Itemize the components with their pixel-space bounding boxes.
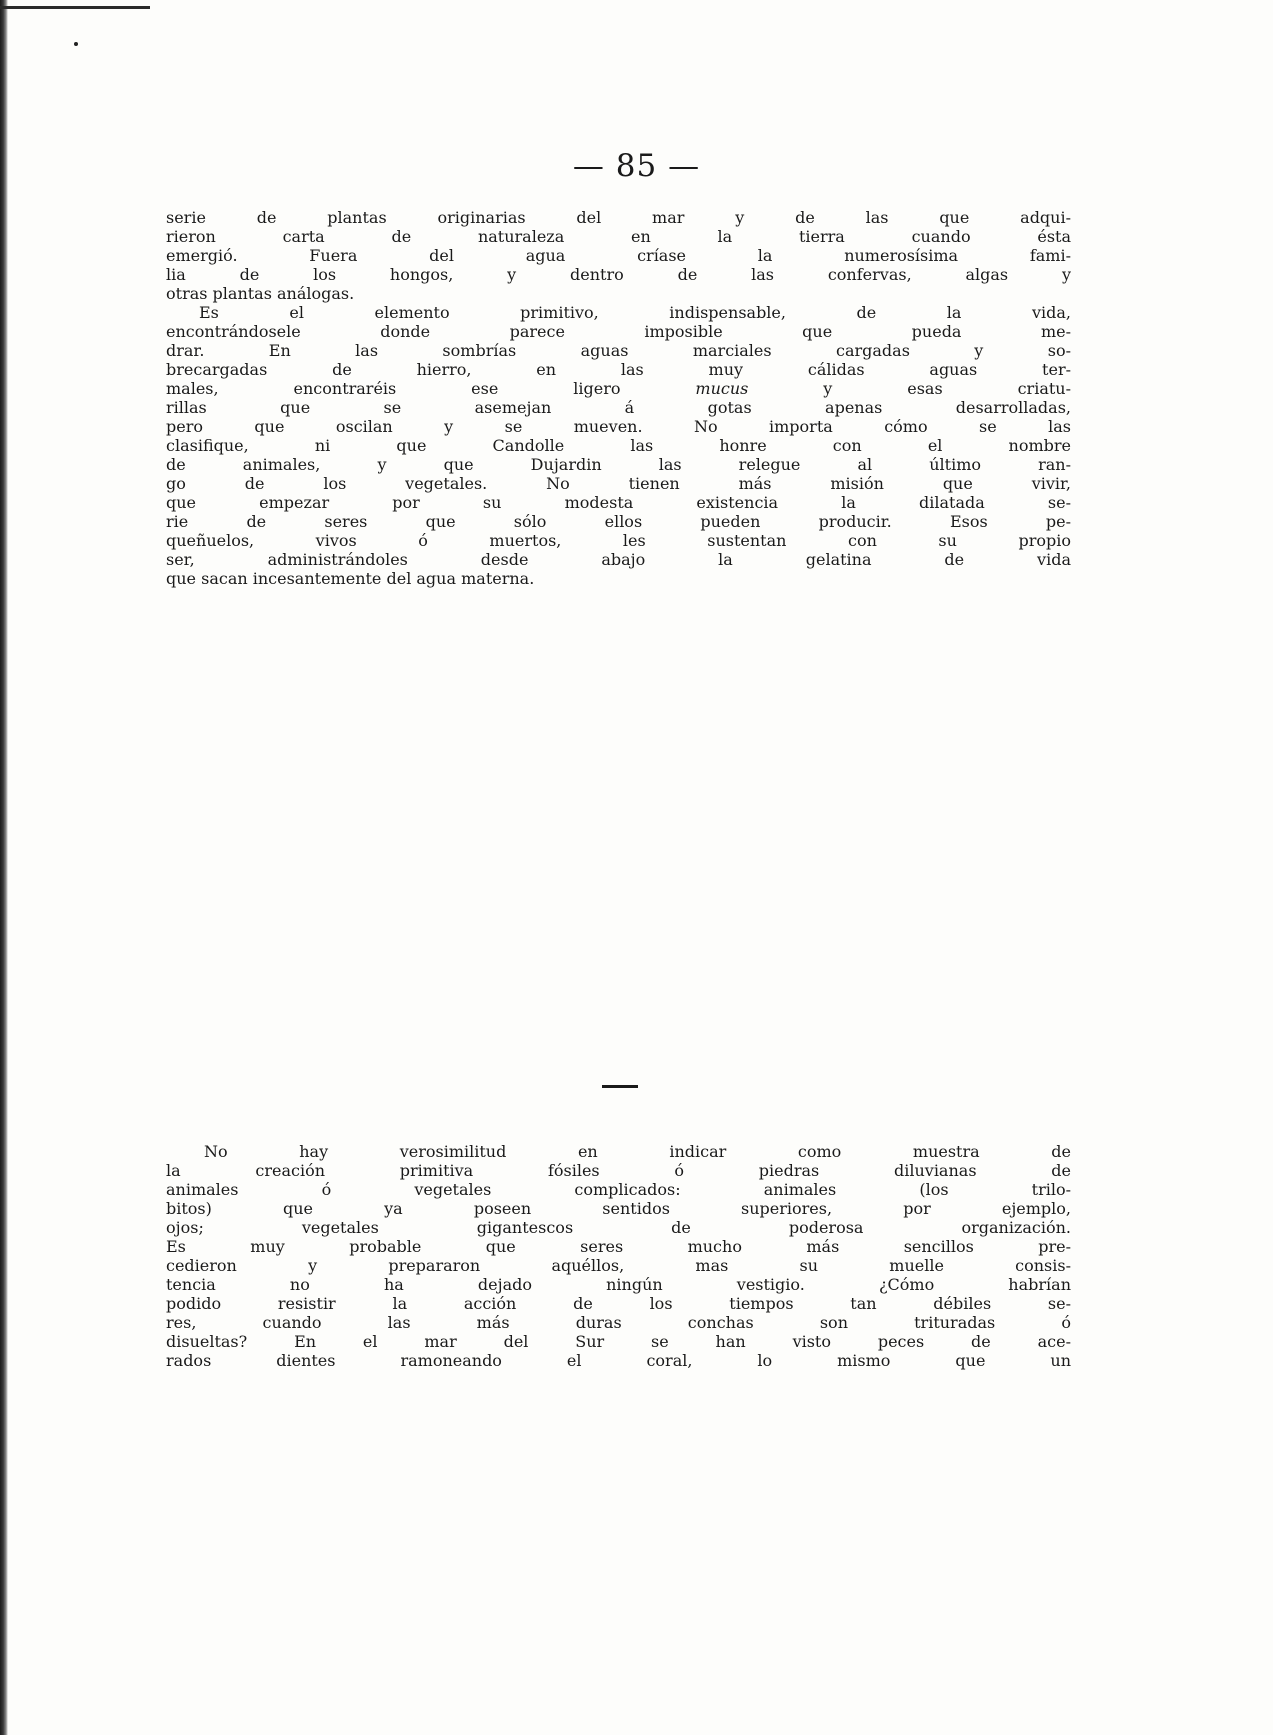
text-line: Es el elemento primitivo, indispensable, de la vida,: [199, 303, 1071, 322]
corner-mark: [0, 6, 150, 9]
text-line: No hay verosimilitud en indicar como muestra de: [204, 1142, 1071, 1161]
text-line: drar. En las sombrías aguas marciales cargadas y so-: [166, 341, 1071, 360]
text-block-bottom: [166, 1142, 1071, 1370]
text-line: cedieron y prepararon aquéllos, mas su muelle consis-: [166, 1256, 1071, 1275]
text-segment: y esas criatu-: [748, 379, 1071, 398]
italic-term: mucus: [695, 379, 749, 398]
text-line: brecargadas de hierro, en las muy cálidas aguas ter-: [166, 360, 1071, 379]
text-line: rados dientes ramoneando el coral, lo mismo que un: [166, 1351, 1071, 1370]
text-line: que sacan incesantemente del agua materna.: [166, 569, 535, 588]
corner-dot: [74, 42, 78, 46]
text-line: rie de seres que sólo ellos pueden producir. Esos pe-: [166, 512, 1071, 531]
text-line-with-italic: [166, 379, 1071, 398]
text-line: go de los vegetales. No tienen más misión que vivir,: [166, 474, 1071, 493]
text-line: animales ó vegetales complicados: animales (los trilo-: [166, 1180, 1071, 1199]
text-line: otras plantas análogas.: [166, 284, 355, 303]
text-line: res, cuando las más duras conchas son trituradas ó: [166, 1313, 1071, 1332]
text-line: emergió. Fuera del agua críase la numerosísima fami-: [166, 246, 1071, 265]
text-line: clasifique, ni que Candolle las honre con el nombre: [166, 436, 1071, 455]
binding-edge: [0, 0, 8, 1735]
page-number: — 85 —: [572, 148, 701, 184]
text-line: ser, administrándoles desde abajo la gelatina de vida: [166, 550, 1071, 569]
text-line: serie de plantas originarias del mar y de las que adqui-: [166, 208, 1071, 227]
text-line: tencia no ha dejado ningún vestigio. ¿Cómo habrían: [166, 1275, 1071, 1294]
text-line: la creación primitiva fósiles ó piedras diluvianas de: [166, 1161, 1071, 1180]
paragraph-2: [166, 303, 1071, 588]
text-line: disueltas? En el mar del Sur se han visto peces de ace-: [166, 1332, 1071, 1351]
text-line: Es muy probable que seres mucho más sencillos pre-: [166, 1237, 1071, 1256]
text-line: lia de los hongos, y dentro de las confervas, algas y: [166, 265, 1071, 284]
paragraph-3: [166, 1142, 1071, 1370]
text-line: rillas que se asemejan á gotas apenas desarrolladas,: [166, 398, 1071, 417]
section-separator: [602, 1085, 638, 1088]
text-line: de animales, y que Dujardin las relegue al último ran-: [166, 455, 1071, 474]
paragraph-1: [166, 208, 1071, 303]
text-line: queñuelos, vivos ó muertos, les sustentan con su propio: [166, 531, 1071, 550]
text-line: pero que oscilan y se mueven. No importa cómo se las: [166, 417, 1071, 436]
text-line: bitos) que ya poseen sentidos superiores, por ejemplo,: [166, 1199, 1071, 1218]
text-line: ojos; vegetales gigantescos de poderosa organización.: [166, 1218, 1071, 1237]
text-line: que empezar por su modesta existencia la dilatada se-: [166, 493, 1071, 512]
text-line: podido resistir la acción de los tiempos tan débiles se-: [166, 1294, 1071, 1313]
text-segment: males, encontraréis ese ligero: [166, 379, 696, 398]
text-block-top: [166, 208, 1071, 588]
text-line: rieron carta de naturaleza en la tierra cuando ésta: [166, 227, 1071, 246]
text-line: encontrándosele donde parece imposible que pueda me-: [166, 322, 1071, 341]
